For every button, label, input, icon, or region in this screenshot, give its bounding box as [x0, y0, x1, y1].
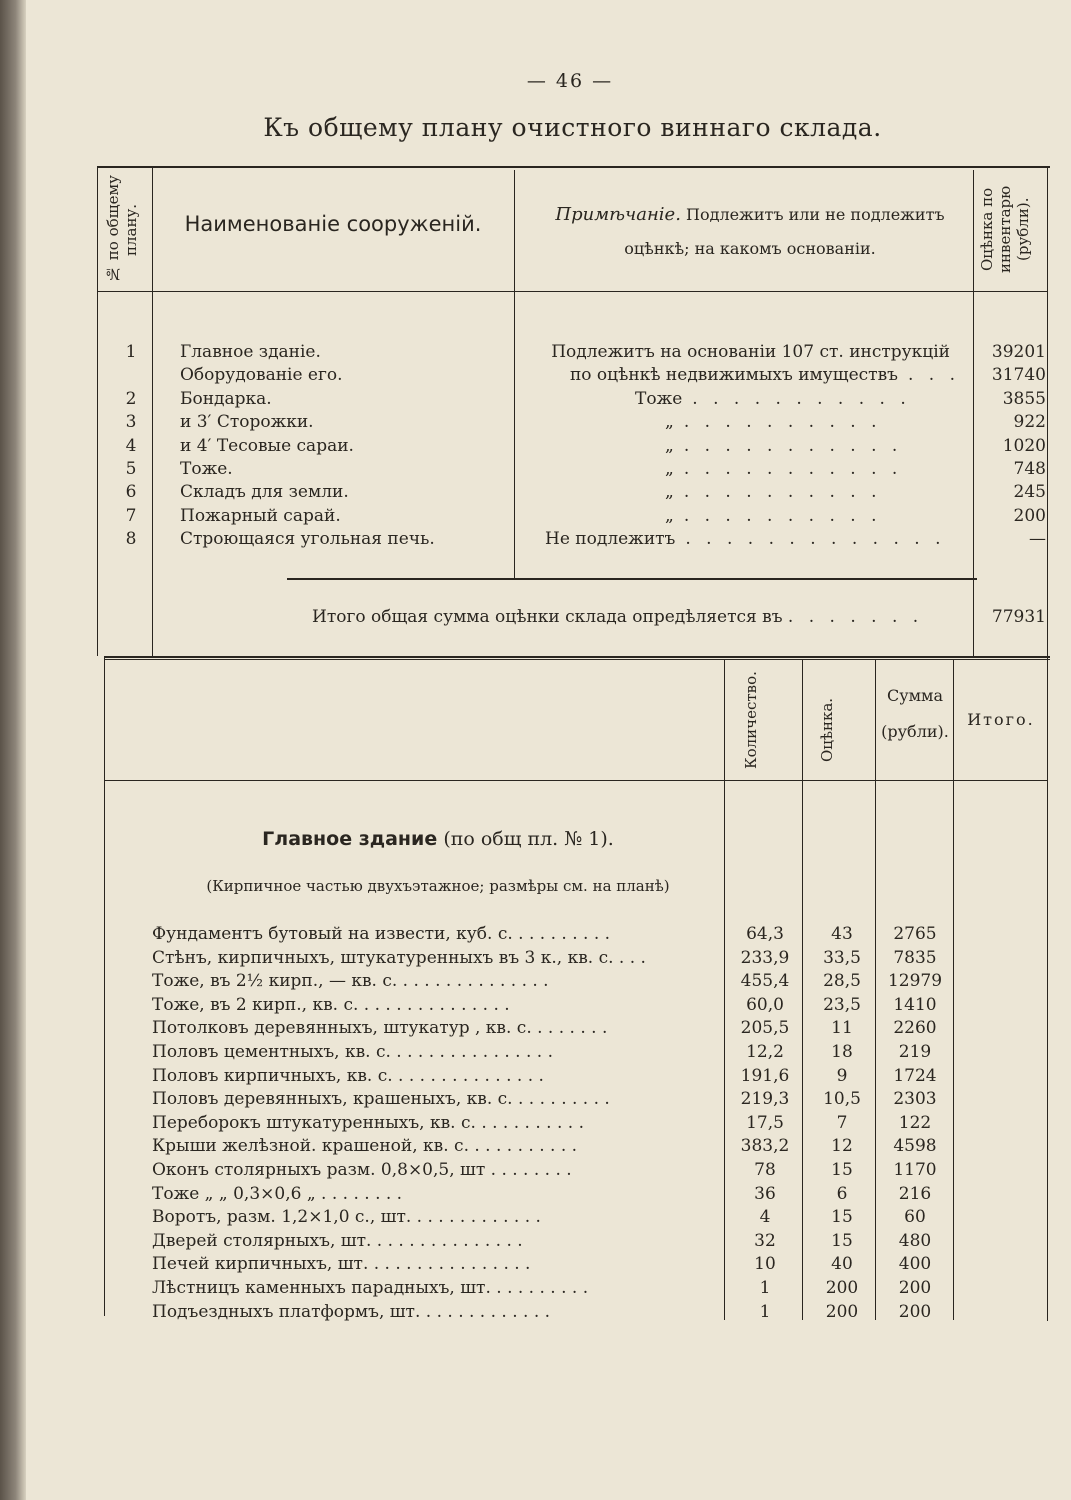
structure-name: Складъ для земли. — [180, 482, 349, 503]
item-sum: 122 — [898, 1112, 932, 1133]
item-sum: 2303 — [893, 1089, 937, 1110]
table1-header-name: Наименованіе сооруженій. — [184, 212, 482, 236]
item-name: Половъ цементныхъ, кв. с. . . . . . . . . . . . . . . . — [152, 1042, 554, 1062]
row-number: 7 — [125, 505, 137, 526]
note-text: „ — [665, 459, 674, 479]
item-quantity: 205,5 — [740, 1018, 790, 1039]
item-estimate: 12 — [831, 1136, 853, 1157]
note-italic-label: Примѣчаніе. — [555, 204, 681, 225]
leader-dots: . . . . . . . . . . . — [683, 435, 903, 456]
item-sum: 1170 — [893, 1160, 937, 1180]
note-text: по оцѣнкѣ недвижимыхъ имуществъ — [569, 365, 898, 386]
section-title-ref: (по общ пл. № 1). — [443, 828, 614, 850]
table2-total-col-rule — [953, 660, 954, 1320]
leader-dots: . . . . . . . . . . . — [683, 459, 903, 479]
item-name: Стѣнъ, кирпичныхъ, штукатуренныхъ въ 3 к., кв. с. . . . — [152, 947, 646, 968]
item-quantity: 1 — [759, 1278, 771, 1298]
total-label-text: Итого общая сумма оцѣнки склада опредѣляется въ — [312, 607, 783, 627]
item-estimate: 200 — [825, 1278, 859, 1298]
row-number: 6 — [125, 482, 137, 503]
inventory-value: 922 — [1013, 412, 1046, 433]
item-name: Крыши желѣзной. крашеной, кв. с. . . . . . . . . . . — [152, 1136, 578, 1157]
note-text: „ — [665, 412, 674, 433]
row-number: 4 — [125, 435, 137, 456]
item-sum: 480 — [898, 1230, 932, 1251]
item-estimate: 28,5 — [823, 971, 861, 992]
leader-dots: . . . — [907, 365, 960, 386]
total-leader-dots: . . . . . . . — [787, 607, 924, 627]
table2-top-rule-inner — [104, 659, 1050, 660]
table1-num-col-rule — [152, 166, 153, 656]
table-left-border — [97, 166, 98, 656]
table2-est-col-rule — [802, 660, 803, 1320]
inventory-value: — — [1029, 529, 1046, 550]
table-right-border — [1047, 166, 1048, 1321]
row-number: 2 — [125, 388, 137, 409]
item-sum: 4598 — [893, 1136, 937, 1157]
inventory-value: 39201 — [991, 342, 1046, 362]
structure-name: Оборудованіе его. — [180, 365, 343, 386]
item-estimate: 18 — [831, 1042, 853, 1062]
sum-header-line1: Сумма — [886, 686, 944, 705]
table1-total-label — [312, 607, 972, 627]
item-name: Переборокъ штукатуренныхъ, кв. с. . . . . . . . . . . — [152, 1112, 584, 1133]
page-title: Къ общему плану очистного виннаго склада. — [263, 113, 882, 142]
row-number — [110, 364, 152, 387]
item-quantity: 64,3 — [746, 924, 784, 944]
inventory-value: 1020 — [1002, 435, 1046, 456]
item-name: Тоже, въ 2 кирп., кв. с. . . . . . . . . . . . . . . — [152, 994, 510, 1015]
item-sum: 400 — [898, 1254, 932, 1275]
row-number: 8 — [125, 529, 137, 550]
section-title-bold: Главное здание — [262, 828, 438, 850]
item-quantity: 233,9 — [740, 947, 790, 968]
table2-header-sum — [876, 678, 954, 750]
structure-name: и 4′ Тесовые сараи. — [180, 435, 354, 456]
table1-header-num: № по общему плану. — [104, 175, 140, 284]
structure-name: Пожарный сарай. — [180, 505, 341, 526]
item-quantity: 78 — [754, 1160, 776, 1180]
item-quantity: 383,2 — [740, 1136, 790, 1157]
item-estimate: 23,5 — [823, 994, 861, 1015]
item-sum: 7835 — [893, 947, 937, 968]
item-estimate: 43 — [831, 924, 853, 944]
assessment-note — [520, 364, 960, 387]
inventory-value: 245 — [1013, 482, 1046, 503]
item-sum: 2765 — [893, 924, 937, 944]
page-number: — 46 — — [526, 70, 614, 92]
table1-header-rule — [97, 291, 1047, 292]
item-name: Тоже „ „ 0,3×0,6 „ . . . . . . . . — [152, 1183, 403, 1204]
row-number: 5 — [125, 459, 137, 479]
item-quantity: 1 — [759, 1301, 771, 1322]
item-quantity: 4 — [759, 1207, 771, 1228]
item-name: Тоже, въ 2½ кирп., — кв. с. . . . . . . . . . . . . . . — [152, 971, 549, 992]
item-name: Оконъ столярныхъ разм. 0,8×0,5, шт . . . . . . . . — [152, 1160, 572, 1180]
item-estimate: 15 — [831, 1230, 853, 1251]
note-text: „ — [665, 505, 674, 526]
note-text: Не подлежитъ — [545, 529, 676, 550]
item-estimate: 15 — [831, 1160, 853, 1180]
structure-name: Строющаяся угольная печь. — [180, 529, 435, 550]
item-quantity: 219,3 — [740, 1089, 790, 1110]
item-sum: 60 — [904, 1207, 926, 1228]
item-quantity: 60,0 — [746, 994, 784, 1015]
table1-header-note — [530, 198, 970, 266]
inventory-value: 748 — [1013, 459, 1046, 479]
section-title — [152, 828, 724, 850]
item-estimate: 40 — [831, 1254, 853, 1275]
item-quantity: 36 — [754, 1183, 776, 1204]
item-estimate: 33,5 — [823, 947, 861, 968]
inventory-value: 200 — [1013, 505, 1046, 526]
item-name: Потолковъ деревянныхъ, штукатур , кв. с. . . . . . . . — [152, 1018, 608, 1039]
table1-top-rule — [97, 166, 1050, 168]
item-quantity: 32 — [754, 1230, 776, 1251]
item-name: Фундаментъ бутовый на извести, куб. с. . . . . . . . . . — [152, 924, 611, 944]
row-number: 1 — [125, 342, 137, 362]
item-sum: 12979 — [887, 971, 943, 992]
structure-name: Бондарка. — [180, 388, 272, 409]
structure-name: Тоже. — [180, 459, 233, 479]
table2-qty-col-rule — [724, 660, 725, 1320]
assessment-note — [520, 528, 995, 551]
leader-dots: . . . . . . . . . . . — [692, 388, 911, 409]
note-text: „ — [665, 435, 674, 456]
table1-name-col-rule — [514, 170, 515, 578]
assessment-note — [520, 341, 960, 364]
structure-name: Главное зданіе. — [180, 342, 321, 362]
item-name: Подъездныхъ платформъ, шт. . . . . . . . . . . . . — [152, 1301, 551, 1322]
table1-total-value: 77931 — [991, 607, 1046, 627]
item-estimate: 6 — [836, 1183, 848, 1204]
item-quantity: 455,4 — [740, 971, 790, 992]
item-sum: 200 — [898, 1278, 932, 1298]
item-quantity: 191,6 — [740, 1065, 790, 1086]
item-sum: 200 — [898, 1301, 932, 1322]
leader-dots: . . . . . . . . . . — [683, 505, 882, 526]
table2-left-border — [104, 656, 105, 1316]
item-estimate: 200 — [825, 1301, 859, 1322]
item-estimate: 15 — [831, 1207, 853, 1228]
item-quantity: 17,5 — [746, 1112, 784, 1133]
sum-header-line2: (рубли). — [881, 722, 949, 741]
note-text: „ — [665, 482, 674, 503]
item-sum: 2260 — [893, 1018, 937, 1039]
item-name: Воротъ, разм. 1,2×1,0 с., шт. . . . . . . . . . . . . — [152, 1207, 541, 1228]
book-spine-shadow — [0, 0, 26, 1500]
table2-header-rule — [104, 780, 1047, 781]
note-label-text: Подлежитъ или не подлежитъ оцѣнкѣ; на какомъ основаніи. — [624, 205, 945, 258]
table1-subtotal-rule — [287, 578, 977, 580]
leader-dots: . . . . . . . . . . — [683, 412, 882, 433]
item-quantity: 12,2 — [746, 1042, 784, 1062]
row-number: 3 — [125, 412, 137, 433]
item-sum: 216 — [898, 1183, 932, 1204]
inventory-value: 3855 — [1002, 388, 1046, 409]
table2-header-total: Итого. — [967, 710, 1035, 729]
inventory-value: 31740 — [991, 365, 1046, 386]
item-estimate: 7 — [836, 1112, 848, 1133]
table2-header-estimate: Оцѣнка. — [818, 697, 836, 763]
item-estimate: 9 — [836, 1065, 848, 1086]
structure-name: и 3′ Сторожки. — [180, 412, 314, 433]
table2-header-quantity: Количество. — [742, 671, 760, 769]
item-quantity: 10 — [754, 1254, 776, 1275]
item-name: Печей кирпичныхъ, шт. . . . . . . . . . . . . . . . — [152, 1254, 531, 1275]
item-name: Половъ деревянныхъ, крашеныхъ, кв. с. . . . . . . . . . — [152, 1089, 610, 1110]
leader-dots: . . . . . . . . . . . . . — [685, 529, 946, 550]
note-text: Тоже — [635, 388, 683, 409]
item-estimate: 11 — [831, 1018, 853, 1039]
note-text: Подлежитъ на основаніи 107 ст. инструкцій — [551, 342, 950, 362]
item-name: Половъ кирпичныхъ, кв. с. . . . . . . . . . . . . . . — [152, 1065, 544, 1086]
item-name: Лѣстницъ каменныхъ парадныхъ, шт. . . . . . . . . . — [152, 1278, 589, 1298]
item-estimate: 10,5 — [823, 1089, 861, 1110]
table2-top-rule — [104, 656, 1050, 658]
item-sum: 1724 — [893, 1065, 937, 1086]
leader-dots: . . . . . . . . . . — [683, 482, 882, 503]
item-sum: 219 — [898, 1042, 932, 1062]
table1-header-value: Оцѣнка по инвентарю (рубли). — [978, 185, 1032, 274]
item-sum: 1410 — [893, 994, 937, 1015]
section-subtitle: (Кирпичное частью двухъэтажное; размѣры см. на планѣ) — [206, 877, 670, 895]
item-name: Дверей столярныхъ, шт. . . . . . . . . . . . . . . — [152, 1230, 523, 1251]
